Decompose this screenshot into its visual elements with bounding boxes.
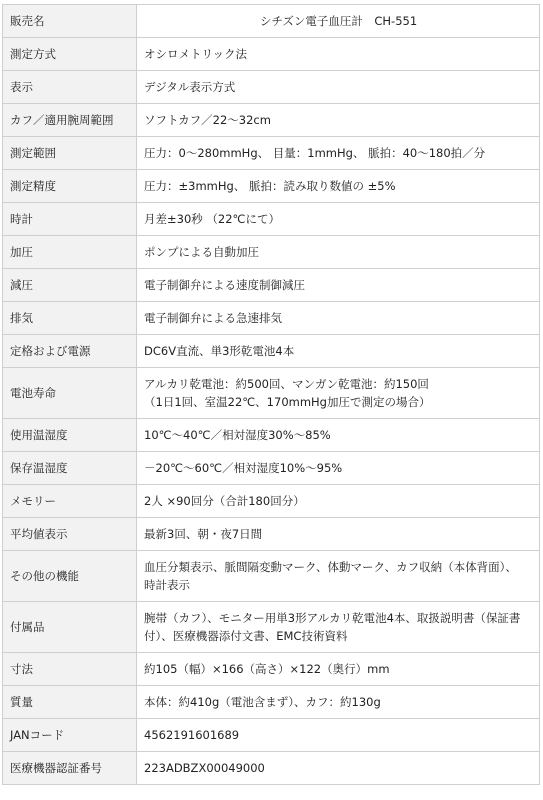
row-label: JANコード	[3, 719, 137, 752]
row-label: カフ／適用腕周範囲	[3, 104, 137, 137]
row-value-line: デジタル表示方式	[144, 80, 236, 94]
row-label: 時計	[3, 203, 137, 236]
row-label: 寸法	[3, 653, 137, 686]
table-row	[3, 602, 540, 653]
row-value-line: 付）、医療機器添付文書、EMC技術資料	[144, 629, 348, 643]
row-label: 電池寿命	[3, 368, 137, 419]
row-label: 表示	[3, 71, 137, 104]
row-label: 保存温湿度	[3, 452, 137, 485]
row-label: 使用温湿度	[3, 419, 137, 452]
row-value-line: 血圧分類表示、脈間隔変動マーク、体動マーク、カフ収納（本体背面）、	[144, 560, 517, 574]
row-value	[137, 236, 540, 269]
row-value	[137, 170, 540, 203]
row-value-line: 約105（幅）×166（高さ）×122（奥行）mm	[144, 662, 390, 676]
table-row	[3, 368, 540, 419]
spec-table	[2, 4, 540, 785]
row-value	[137, 602, 540, 653]
table-row	[3, 104, 540, 137]
table-row	[3, 419, 540, 452]
row-label: メモリー	[3, 485, 137, 518]
row-value	[137, 137, 540, 170]
table-row	[3, 518, 540, 551]
row-value-line: アルカリ乾電池：約500回、マンガン乾電池：約150回	[144, 377, 429, 391]
row-value-line: オシロメトリック法	[144, 47, 248, 61]
table-row	[3, 551, 540, 602]
table-row	[3, 38, 540, 71]
row-value	[137, 269, 540, 302]
row-value	[137, 104, 540, 137]
row-value-line: DC6V直流、単3形乾電池4本	[144, 344, 295, 358]
row-value	[137, 419, 540, 452]
row-value	[137, 485, 540, 518]
row-value-line: 10℃～40℃／相対湿度30%～85%	[144, 428, 331, 442]
row-value	[137, 452, 540, 485]
row-value-line: 電子制御弁による速度制御減圧	[144, 278, 305, 292]
row-value	[137, 551, 540, 602]
row-value-line: 圧力：0～280mmHg、 目量：1mmHg、 脈拍：40～180拍／分	[144, 146, 486, 160]
row-value	[137, 203, 540, 236]
row-label: その他の機能	[3, 551, 137, 602]
row-label: 測定範囲	[3, 137, 137, 170]
table-row	[3, 485, 540, 518]
row-value-line: 月差±30秒 （22℃にて）	[144, 212, 280, 226]
table-row	[3, 236, 540, 269]
row-value: シチズン電子血圧計 CH-551	[137, 5, 540, 38]
row-value	[137, 335, 540, 368]
table-row	[3, 653, 540, 686]
row-label: 測定方式	[3, 38, 137, 71]
row-label: 販売名	[3, 5, 137, 38]
row-label: 測定精度	[3, 170, 137, 203]
row-label: 付属品	[3, 602, 137, 653]
row-label: 定格および電源	[3, 335, 137, 368]
table-row	[3, 71, 540, 104]
row-value-line: 2人 ×90回分（合計180回分）	[144, 494, 305, 508]
table-row	[3, 752, 540, 785]
row-value-line: 本体：約410g（電池含まず）、カフ：約130g	[144, 695, 381, 709]
row-value-line: 223ADBZX00049000	[144, 761, 265, 775]
row-value	[137, 752, 540, 785]
row-value-line: （1日1回、室温22℃、170mmHg加圧で測定の場合）	[144, 395, 431, 409]
row-label: 質量	[3, 686, 137, 719]
table-row	[3, 203, 540, 236]
row-label: 平均値表示	[3, 518, 137, 551]
row-value-line: ソフトカフ／22～32cm	[144, 113, 271, 127]
row-label: 減圧	[3, 269, 137, 302]
table-row	[3, 335, 540, 368]
row-value-line: 電子制御弁による急速排気	[144, 311, 282, 325]
row-label: 加圧	[3, 236, 137, 269]
row-value	[137, 518, 540, 551]
row-value-line: 最新3回、朝・夜7日間	[144, 527, 263, 541]
row-value-line: 圧力：±3mmHg、 脈拍：読み取り数値の ±5%	[144, 179, 396, 193]
row-value	[137, 653, 540, 686]
row-value-line: －20℃～60℃／相対湿度10%～95%	[144, 461, 343, 475]
row-value-line: 4562191601689	[144, 728, 240, 742]
row-value	[137, 71, 540, 104]
table-row	[3, 719, 540, 752]
row-value	[137, 302, 540, 335]
table-row-product-name	[3, 5, 540, 38]
row-label: 医療機器認証番号	[3, 752, 137, 785]
table-row	[3, 302, 540, 335]
row-value	[137, 368, 540, 419]
table-row	[3, 269, 540, 302]
row-value	[137, 719, 540, 752]
table-row	[3, 686, 540, 719]
spec-table-body	[3, 5, 540, 785]
table-row	[3, 170, 540, 203]
row-value	[137, 686, 540, 719]
row-value-line: 時計表示	[144, 578, 190, 592]
table-row	[3, 137, 540, 170]
row-label: 排気	[3, 302, 137, 335]
row-value-line: 腕帯（カフ）、モニター用単3形アルカリ乾電池4本、取扱説明書（保証書	[144, 611, 521, 625]
table-row	[3, 452, 540, 485]
row-value	[137, 38, 540, 71]
row-value-line: ポンプによる自動加圧	[144, 245, 259, 259]
